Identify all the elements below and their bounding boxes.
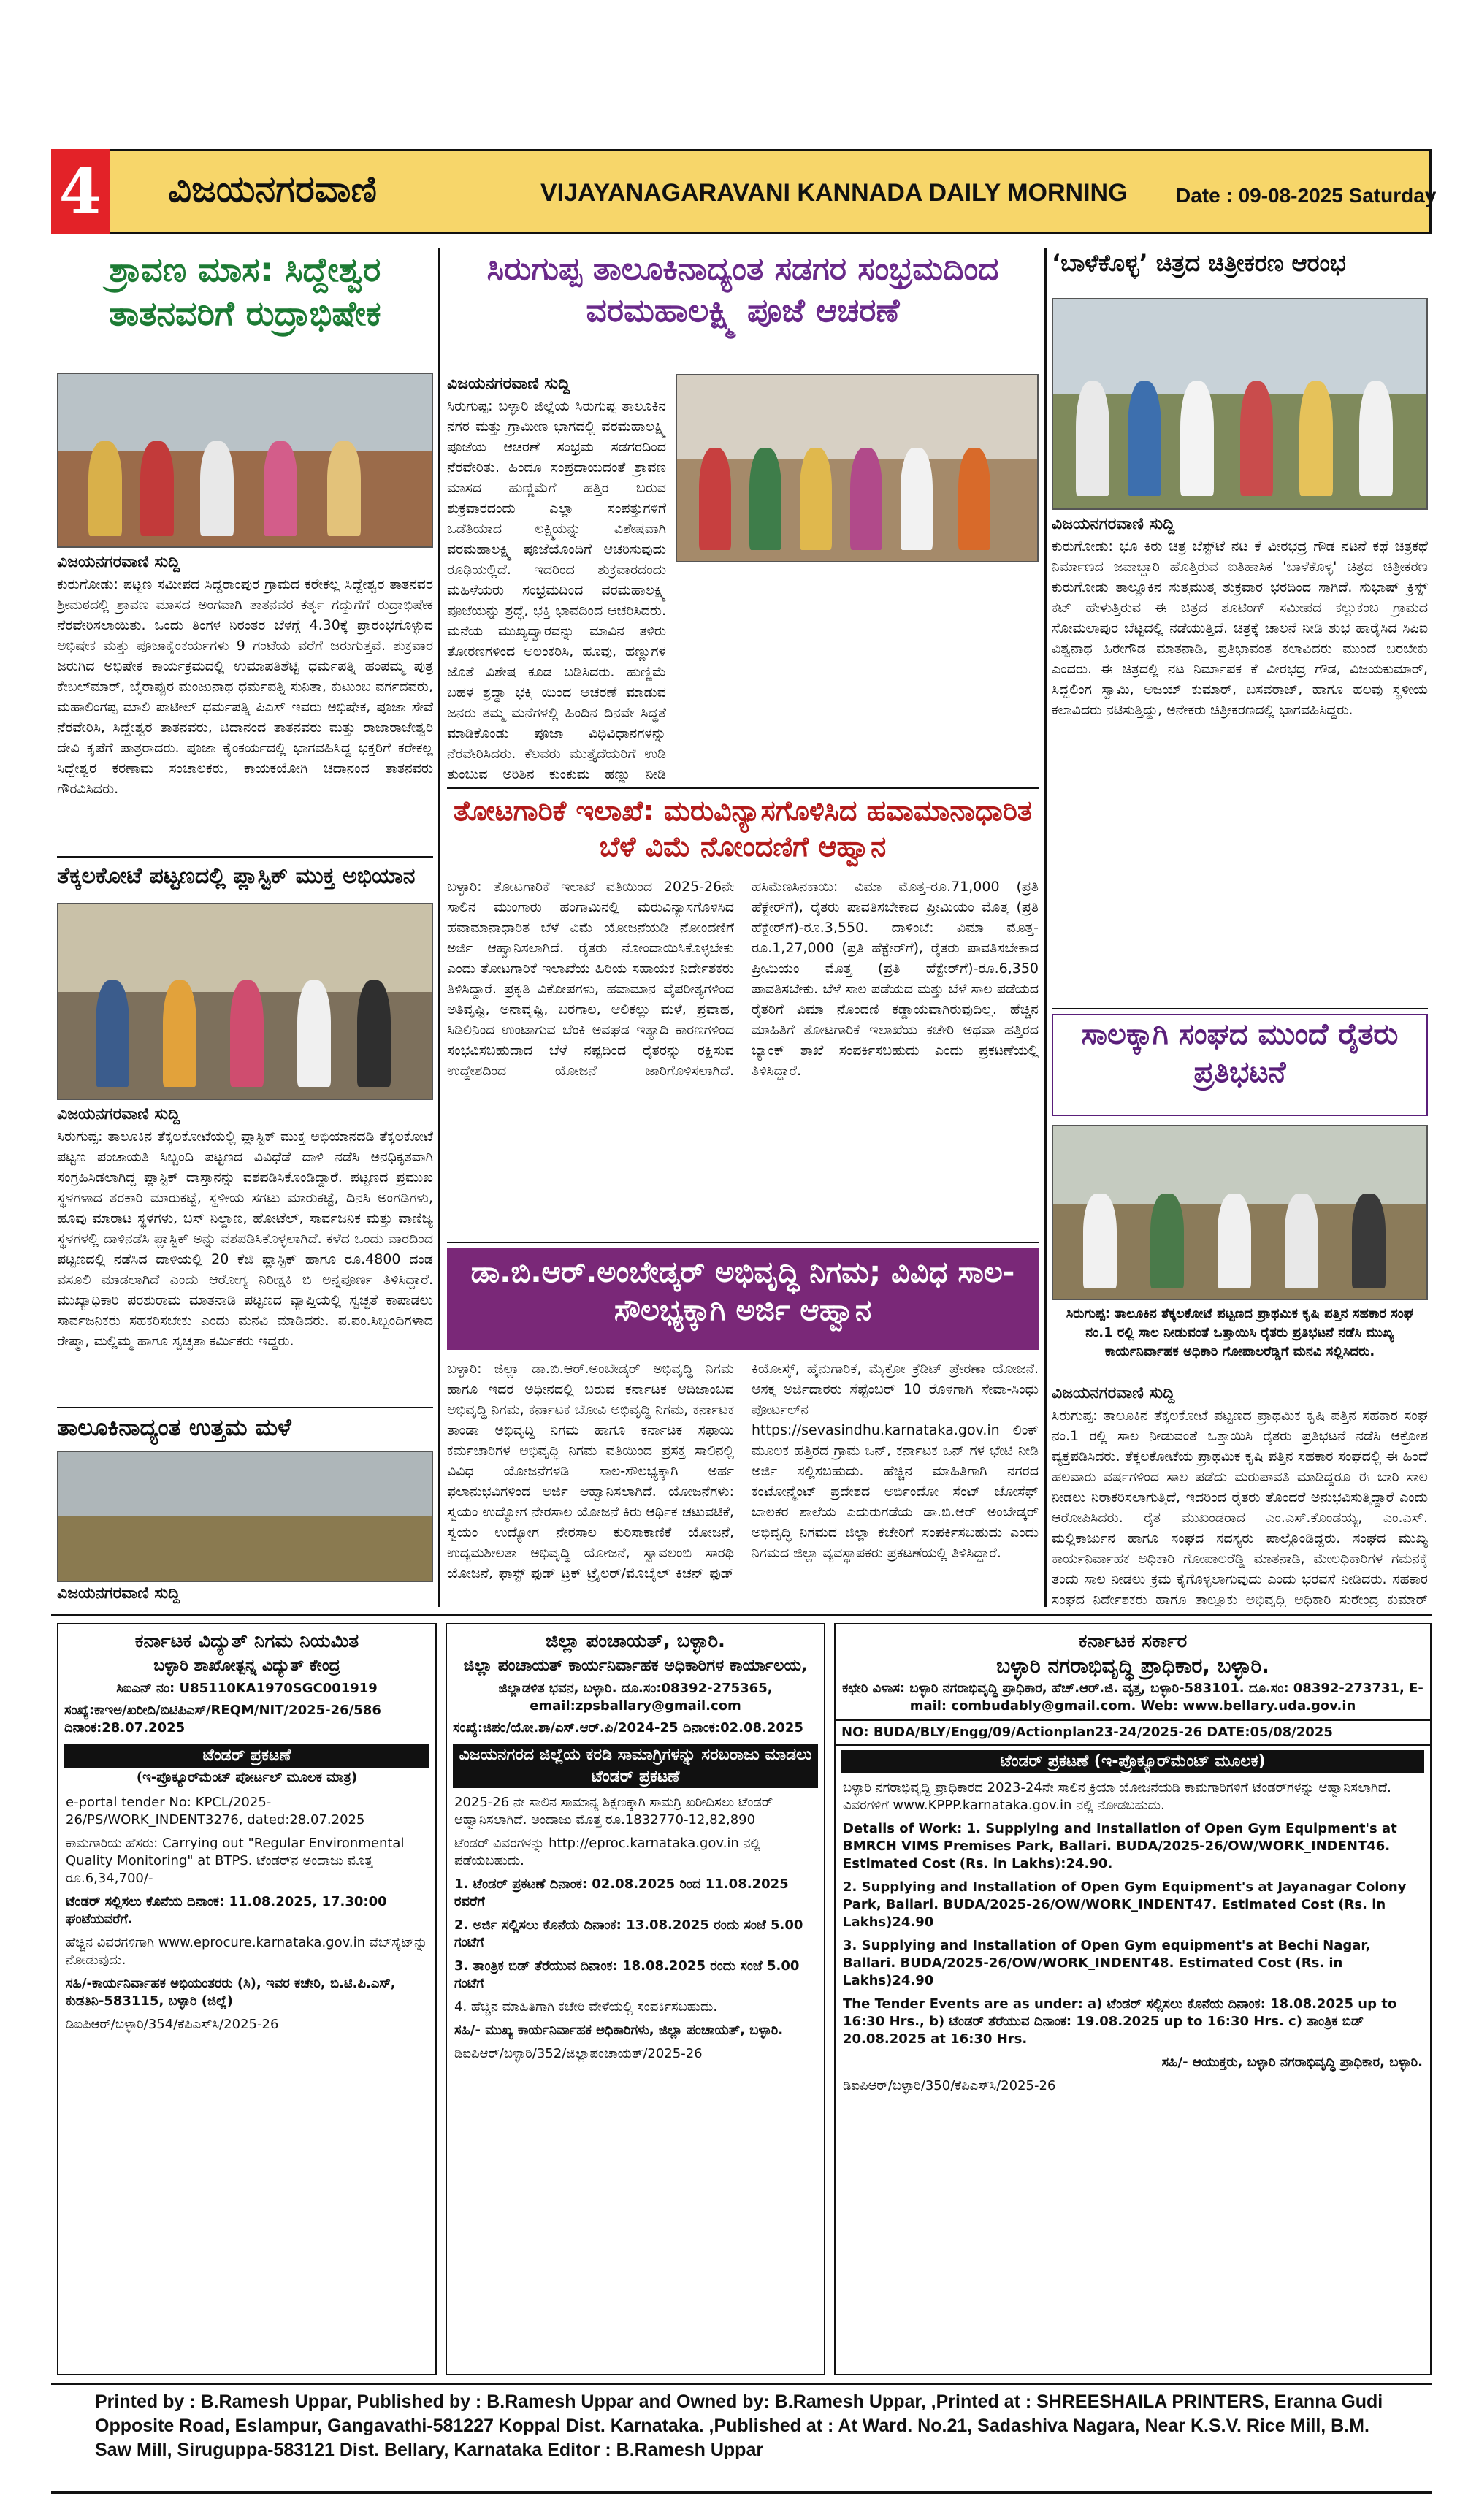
ad-line: 2025-26 ನೇ ಸಾಲಿನ ಸಾಮಾನ್ಯ ಶಿಕ್ಷಣಕ್ಕಾಗಿ ಸಾಮಗ್ರಿ ಖರೀದಿಸಲು ಟೆಂಡರ್ ಆಹ್ವಾನಿಸಲಾಗಿದೆ. ಅಂದಾಜು ಮೊತ್ತ ರೂ.1832770-12,82,890: [454, 1795, 773, 1828]
article-body: ಸಿರುಗುಪ್ಪ: ತಾಲೂಕಿನ ತೆಕ್ಕಲಕೋಟೆ ಪಟ್ಟಣದ ಪ್ರಾಥಮಿಕ ಕೃಷಿ ಪತ್ತಿನ ಸಹಕಾರ ಸಂಘ ನಂ.1 ರಲ್ಲಿ ಸಾಲ ನೀಡುವಂತೆ ಒತ್ತಾಯಿಸಿ ರೈತರು ಪ್ರತಿಭಟನೆ ನಡೆಸಿ ಆಕ್ರೋಶ ವ್ಯಕ್ತಪಡಿಸಿದರು. ತೆಕ್ಕಲಕೋಟೆಯ ಪ್ರಾಥಮಿಕ ಕೃಷಿ ಪತ್ತಿನ ಸಹಕಾರ ಸಂಘದಲ್ಲಿ ಈ ಹಿಂದೆ ಹಲವಾರು ವರ್ಷಗಳಿಂದ ಸಾಲ ಪಡೆದು ಮರುಪಾವತಿ ಮಾಡಿದ್ದರೂ ಈ ಬಾರಿ ಸಾಲ ನೀಡಲು ನಿರಾಕರಿಸಲಾಗುತ್ತಿದೆ, ಇದರಿಂದ ರೈತರು ತೊಂದರೆ ಅನುಭವಿಸುತ್ತಿದ್ದಾರೆ ಎಂದು ಆರೋಪಿಸಿದರು. ರೈತ ಮುಖಂಡರಾದ ಎಂ.ಎಸ್.ಕೊಂಡಯ್ಯ, ಎಂ.ಎಸ್. ಮಲ್ಲಿಕಾರ್ಜುನ ಹಾಗೂ ಸಂಘದ ಸದಸ್ಯರು ಪಾಲ್ಗೊಂಡಿದ್ದರು. ಸಂಘದ ಮುಖ್ಯ ಕಾರ್ಯನಿರ್ವಾಹಕ ಅಧಿಕಾರಿ ಗೋಪಾಲರೆಡ್ಡಿ ಮಾತನಾಡಿ, ಮೇಲಧಿಕಾರಿಗಳ ಗಮನಕ್ಕೆ ತಂದು ಸಾಲ ನೀಡಲು ಕ್ರಮ ಕೈಗೊಳ್ಳಲಾಗುವುದು ಎಂದು ಭರವಸೆ ನೀಡಿದರು. ಸಹಕಾರ ಸಂಘದ ನಿರ್ದೇಶಕರು ಹಾಗೂ ತಾಲ್ಲೂಕು ಅಭಿವೃದ್ಧಿ ಅಧಿಕಾರಿ ಸುರೇಂದ್ರ ಕುಮಾರ್: [1052, 1408, 1428, 1607]
article-headline: ಡಾ.ಬಿ.ಆರ್.ಅಂಬೇಡ್ಕರ್ ಅಭಿವೃದ್ಧಿ ನಿಗಮ; ವಿವಿಧ ಸಾಲ-ಸೌಲಭ್ಯಕ್ಕಾಗಿ ಅರ್ಜಿ ಆಹ್ವಾನ: [447, 1248, 1039, 1350]
article-body: ಬಳ್ಳಾರಿ: ತೋಟಗಾರಿಕೆ ಇಲಾಖೆ ವತಿಯಿಂದ 2025-26ನೇ ಸಾಲಿನ ಮುಂಗಾರು ಹಂಗಾಮಿನಲ್ಲಿ ಮರುವಿನ್ಯಾಸಗೊಳಿಸಿದ ಹವಾಮಾನಾಧಾರಿತ ಬೆಳೆ ವಿಮೆ ಯೋಜನೆಯಡಿ ನೋಂದಣಿಗೆ ಅರ್ಜಿ ಆಹ್ವಾನಿಸಲಾಗಿದೆ. ರೈತರು ನೋಂದಾಯಿಸಿಕೊಳ್ಳಬೇಕು ಎಂದು ತೋಟಗಾರಿಕೆ ಇಲಾಖೆಯ ಹಿರಿಯ ಸಹಾಯಕ ನಿರ್ದೇಶಕರು ತಿಳಿಸಿದ್ದಾರೆ. ಪ್ರಕೃತಿ ವಿಕೋಪಗಳು, ಹವಾಮಾನ ವೈಪರೀತ್ಯಗಳಿಂದ ಅತಿವೃಷ್ಟಿ, ಅನಾವೃಷ್ಟಿ, ಬರಗಾಲ, ಆಲಿಕಲ್ಲು ಮಳೆ, ಪ್ರವಾಹ, ಸಿಡಿಲಿನಿಂದ ಉಂಟಾಗುವ ಬೆಂಕಿ ಅವಘಡ ಇತ್ಯಾದಿ ಕಾರಣಗಳಿಂದ ಸಂಭವಿಸಬಹುದಾದ ಬೆಳೆ ನಷ್ಟದಿಂದ ರೈತರನ್ನು ರಕ್ಷಿಸುವ ಉದ್ದೇಶದಿಂದ ಯೋಜನೆ ಜಾರಿಗೊಳಿಸಲಾಗಿದೆ. ಹಸಿಮೆಣಸಿನಕಾಯಿ: ವಿಮಾ ಮೊತ್ತ-ರೂ.71,000 (ಪ್ರತಿ ಹೆಕ್ಟೇರ್‌ಗೆ), ರೈತರು ಪಾವತಿಸಬೇಕಾದ ಪ್ರೀಮಿಯಂ ಮೊತ್ತ (ಪ್ರತಿ ಹೆಕ್ಟೇರ್‌ಗೆ)-ರೂ.3,550. ದಾಳಿಂಬೆ: ವಿಮಾ ಮೊತ್ತ-ರೂ.1,27,000 (ಪ್ರತಿ ಹೆಕ್ಟೇರ್‌ಗೆ), ರೈತರು ಪಾವತಿಸಬೇಕಾದ ಪ್ರೀಮಿಯಂ ಮೊತ್ತ (ಪ್ರತಿ ಹೆಕ್ಟೇರ್‌ಗೆ)-ರೂ.6,350 ಪಾವತಿಸಬೇಕು. ಬೆಳೆ ಸಾಲ ಪಡೆಯದ ಮತ್ತು ಬೆಳೆ ಸಾಲ ಪಡೆಯದ ರೈತರಿಗೆ ವಿಮಾ ನೊಂದಣಿ ಕಡ್ಡಾಯವಾಗಿರುವುದಿಲ್ಲ. ಹೆಚ್ಚಿನ ಮಾಹಿತಿಗೆ ತೋಟಗಾರಿಕೆ ಇಲಾಖೆಯ ಕಚೇರಿ ಅಥವಾ ಹತ್ತಿರದ ಬ್ಯಾಂಕ್ ಶಾಖೆ ಸಂಪರ್ಕಿಸಬಹುದು ಎಂದು ಪ್ರಕಟಣೆಯಲ್ಲಿ ತಿಳಿಸಿದ್ದಾರೆ.: [447, 879, 1039, 1079]
article-credit: ವಿಜಯನಗರವಾಣಿ ಸುದ್ದಿ: [57, 553, 180, 571]
ad-line: ಕಾಮಗಾರಿಯ ಹೆಸರು: Carrying out "Regular Environmental Quality Monitoring" at BTPS. ಟೆಂಡರ್‌ನ ಅಂದಾಜು ಮೊತ್ತ ರೂ.6,34,700/-: [66, 1836, 405, 1886]
ad-sub: ಬಳ್ಳಾರಿ ಶಾಖೋತ್ಪನ್ನ ವಿದ್ಯುತ್ ಕೇಂದ್ರ: [153, 1657, 340, 1675]
ad-line: ಟೆಂಡರ್ ವಿವರಗಳನ್ನು http://eproc.karnataka.gov.in ನಲ್ಲಿ ಪಡೆಯಬಹುದು.: [454, 1836, 761, 1868]
ad-sub: ಜಿಲ್ಲಾ ಪಂಚಾಯತ್ ಕಾರ್ಯನಿರ್ವಾಹಕ ಅಧಿಕಾರಿಗಳ ಕಾರ್ಯಾಲಯ,: [463, 1657, 808, 1675]
ad-line: 3. ತಾಂತ್ರಿಕ ಬಿಡ್ ತೆರೆಯುವ ದಿನಾಂಕ: 18.08.2025 ರಂದು ಸಂಜೆ 5.00 ಗಂಟೆಗೆ: [454, 1958, 800, 1991]
tender-ad: [57, 1623, 437, 2375]
print-imprint: Printed by : B.Ramesh Uppar, Published by : B.Ramesh Uppar and Owned by: B.Ramesh Uppar, ,Printed at : SHREESHAILA PRINTERS, Eranna Gudi Opposite Road, Eslampur, Gangavathi-581227 Koppal Dist. Karnataka. ,Published at : At Ward. No.21, Sadashiva Nagara, Near K.S.V. Rice Mill, B.M. Saw Mill, Siruguppa-583121 Dist. Bellary, Karnataka Editor : B.Ramesh Uppar: [95, 2391, 1383, 2460]
article-divider: [447, 787, 1039, 789]
bottom-rule: [51, 2491, 1432, 2494]
article-headline: ಸಾಲಕ್ಕಾಗಿ ಸಂಘದ ಮುಂದೆ ರೈತರು ಪ್ರತಿಭಟನೆ: [1052, 1014, 1428, 1116]
tender-ad: [834, 1623, 1432, 2375]
article-body: ಸಿರುಗುಪ್ಪ: ತಾಲೂಕಿನ ತೆಕ್ಕಲಕೋಟೆಯಲ್ಲಿ ಪ್ಲಾಸ್ಟಿಕ್ ಮುಕ್ತ ಅಭಿಯಾನದಡಿ ತೆಕ್ಕಲಕೋಟೆ ಪಟ್ಟಣ ಪಂಚಾಯತಿ ಸಿಬ್ಬಂದಿ ಪಟ್ಟಣದ ವಿವಿಧೆಡೆ ದಾಳಿ ನಡೆಸಿ ಅನಧಿಕೃತವಾಗಿ ಸಂಗ್ರಹಿಸಿಡಲಾಗಿದ್ದ ಪ್ಲಾಸ್ಟಿಕ್ ದಾಸ್ತಾನನ್ನು ವಶಪಡಿಸಿಕೊಂಡಿದ್ದಾರೆ. ಪಟ್ಟಣದ ಪ್ರಮುಖ ಸ್ಥಳಗಳಾದ ತರಕಾರಿ ಮಾರುಕಟ್ಟೆ, ಸ್ಥಳೀಯ ಸಗಟು ಮಾರುಕಟ್ಟೆ, ದಿನಸಿ ಅಂಗಡಿಗಳು, ಹೂವು ಮಾರಾಟ ಸ್ಥಳಗಳು, ಬಸ್ ನಿಲ್ದಾಣ, ಹೋಟೆಲ್, ಸಾರ್ವಜನಿಕ ಮತ್ತು ವಾಣಿಜ್ಯ ಸ್ಥಳಗಳಲ್ಲಿ ದಾಳಿನಡೆಸಿ ಪ್ಲಾಸ್ಟಿಕ್ ಅನ್ನು ವಶಪಡಿಸಿಕೊಳ್ಳಲಾಗಿದೆ. ಕಳೆದ ಒಂದು ವಾರದಿಂದ ಪಟ್ಟಣದಲ್ಲಿ ನಡೆಸಿದ ದಾಳಿಯಲ್ಲಿ 20 ಕೆಜಿ ಪ್ಲಾಸ್ಟಿಕ್ ಹಾಗೂ ರೂ.4800 ದಂಡ ವಸೂಲಿ ಮಾಡಲಾಗಿದೆ ಎಂದು ಆರೋಗ್ಯ ನಿರೀಕ್ಷಕಿ ಬಿ ಅನ್ನಪೂರ್ಣ ತಿಳಿಸಿದ್ದಾರೆ. ಮುಖ್ಯಾಧಿಕಾರಿ ಪರಶುರಾಮ ಮಾತನಾಡಿ ಪಟ್ಟಣದ ವ್ಯಾಪ್ತಿಯಲ್ಲಿ ಸ್ವಚ್ಛತೆ ಕಾಪಾಡಲು ಸಾರ್ವಜನಿಕರು ಸಹಕರಿಸಬೇಕು ಎಂದು ಮನವಿ ಮಾಡಿದರು. ಪ.ಪಂ.ಸಿಬ್ಬಂದಿಗಳಾದ ರೇಷ್ಮಾ, ಮಲ್ಲಿಮ್ಮ ಹಾಗೂ ಸ್ವಚ್ಛತಾ ಕರ್ಮಿಕರು ಇದ್ದರು.: [57, 1129, 433, 1349]
article-credit: ವಿಜಯನಗರವಾಣಿ ಸುದ್ದಿ: [57, 1105, 180, 1123]
ad-line: ಸಹಿ/- ಆಯುಕ್ತರು, ಬಳ್ಳಾರಿ ನಗರಾಭಿವೃದ್ಧಿ ಪ್ರಾಧಿಕಾರ, ಬಳ್ಳಾರಿ.: [1161, 2055, 1423, 2070]
article-photo: [1052, 1125, 1428, 1300]
ad-cin: ಜಿಲ್ಲಾಡಳಿತ ಭವನ, ಬಳ್ಳಾರಿ. ದೂ.ಸಂ:08392-275365, email:zpsballary@gmail.com: [498, 1681, 773, 1714]
ad-org: ಕರ್ನಾಟಕ ವಿದ್ಯುತ್ ನಿಗಮ ನಿಯಮಿತ: [134, 1630, 359, 1652]
article-credit: ವಿಜಯನಗರವಾಣಿ ಸುದ್ದಿ: [57, 1584, 180, 1603]
ad-ref: ಸಂಖ್ಯೆ:ಕಾಇಅ/ಖರೀದಿ/ಬಿಟಿಪಿಎಸ್/REQM/NIT/2025-26/586 ದಿನಾಂಕ:28.07.2025: [64, 1703, 381, 1736]
article-credit: ವಿಜಯನಗರವಾಣಿ ಸುದ್ದಿ: [1052, 1384, 1175, 1402]
ad-line: ಹೆಚ್ಚಿನ ವಿವರಗಳಿಗಾಗಿ www.eprocure.karnataka.gov.in ವೆಬ್‌ಸೈಟ್‌ನ್ನು ನೋಡುವುದು.: [66, 1935, 428, 1968]
article-headline: ‘ಬಾಳೆಕೊಳ್ಳ’ ಚಿತ್ರದ ಚಿತ್ರೀಕರಣ ಆರಂಭ: [1052, 249, 1346, 277]
article-headline: ಸಿರುಗುಪ್ಪ ತಾಲೂಕಿನಾದ್ಯಂತ ಸಡಗರ ಸಂಭ್ರಮದಿಂದ ವರಮಹಾಲಕ್ಷ್ಮಿ ಪೂಜೆ ಆಚರಣೆ: [486, 251, 999, 330]
newspaper-title-kannada: ವಿಜಯನಗರವಾಣಿ: [168, 168, 377, 210]
ad-line: 4. ಹೆಚ್ಚಿನ ಮಾಹಿತಿಗಾಗಿ ಕಚೇರಿ ವೇಳೆಯಲ್ಲಿ ಸಂಪರ್ಕಿಸಬಹುದು.: [454, 1999, 718, 2015]
ad-line: ಡಿಐಪಿಆರ್/ಬಳ್ಳಾರಿ/350/ಕೆಪಿಎಸ್‌ಸಿ/2025-26: [843, 2078, 1056, 2093]
tender-ad: [446, 1623, 825, 2375]
ad-line: ಡಿಐಪಿಆರ್/ಬಳ್ಳಾರಿ/352/ಜಿಲ್ಲಾಪಂಚಾಯತ್/2025-26: [454, 2046, 703, 2061]
ad-line: e-portal tender No: KPCL/2025-26/PS/WORK_INDENT3276, dated:28.07.2025: [66, 1795, 365, 1828]
article-headline: ತಾಲೂಕಿನಾದ್ಯಂತ ಉತ್ತಮ ಮಳೆ: [57, 1413, 291, 1441]
column-divider: [438, 248, 440, 1607]
newspaper-title-english: VIJAYANAGARAVANI KANNADA DAILY MORNING: [540, 179, 1128, 207]
issue-date: Date : 09-08-2025 Saturday: [1176, 184, 1437, 207]
ad-line: 2. Supplying and Installation of Open Gym Equipment's at Jayanagar Colony Park, Ballari. BUDA/2025-26/OW/WORK_INDENT47. Estimated Cost (Rs. in Lakhs)24.90: [843, 1879, 1407, 1930]
ad-org: ಕರ್ನಾಟಕ ಸರ್ಕಾರ: [1078, 1630, 1188, 1652]
article-body: ಕುರುಗೋಡು: ಪಟ್ಟಣ ಸಮೀಪದ ಸಿದ್ದರಾಂಪುರ ಗ್ರಾಮದ ಕರೇಕಲ್ಲ ಸಿದ್ದೇಶ್ವರ ತಾತನವರ ಶ್ರೀಮಠದಲ್ಲಿ ಶ್ರಾವಣ ಮಾಸದ ಅಂಗವಾಗಿ ತಾತನವರ ಕರ್ತೃ ಗದ್ದುಗೆಗೆ ರುದ್ರಾಭಿಷೇಕ ನೆರವೇರಿಸಲಾಯಿತು. ಒಂದು ತಿಂಗಳ ನಿರಂತರ ಬೆಳಗ್ಗೆ 4.30ಕ್ಕೆ ಪ್ರಾರಂಭಗೊಳ್ಳುವ ಅಭಿಷೇಕ ಮತ್ತು ಪೂಜಾಕೈಂಕರ್ಯಗಳು 9 ಗಂಟೆಯ ವರೆಗೆ ಜರುಗುತ್ತವೆ. ಶುಕ್ರವಾರ ಜರುಗಿದ ಅಭಿಷೇಕ ಕಾರ್ಯಕ್ರಮದಲ್ಲಿ ಉಮಾಪತಿಶೆಟ್ಟಿ ಧರ್ಮಪತ್ನಿ ಹಂಪಮ್ಮ ಪುತ್ರ ಕೇಬಲ್‌ಮಾರ್, ಬೈರಾಪ್ಪುರ ಮಂಜುನಾಥ ಧರ್ಮಪತ್ನಿ ಸುನಿತಾ, ಕುಟುಂಬ ವರ್ಗದವರು, ಮಹಾಲಿಂಗಪ್ಪ ಮಾಲಿ ಪಾಟೀಲ್ ಧರ್ಮಪತ್ನಿ ಪಿಎಸ್ ಇವರು ಅಭಿಷೇಕ, ಪೂಜಾ ಸೇವೆ ನೆರವೇರಿಸಿ, ಸಿದ್ದೇಶ್ವರ ತಾತನವರು, ಚಿದಾನಂದ ತಾತನವರು ಮತ್ತು ರಾಜಾರಾಜೇಶ್ವರಿ ದೇವಿ ಕೃಪೆಗೆ ಪಾತ್ರರಾದರು. ಪೂಜಾ ಕೈಂಕರ್ಯದಲ್ಲಿ ಭಾಗವಹಿಸಿದ್ದ ಭಕ್ತರಿಗೆ ಕರೇಕಲ್ಲ ಸಿದ್ದೇಶ್ವರ ಕರಣಾಮ ಸಂಚಾಲಕರು, ಕಾಯಕಯೋಗಿ ಚಿದಾನಂದ ತಾತನವರು ಗೌರವಿಸಿದರು.: [57, 576, 433, 797]
article-body: ಕುರುಗೋಡು: ಭೂ ಕಿರು ಚಿತ್ರ ಬೆಸ್ಟ್‌ಟೆ ನಟ ಕೆ ವೀರಭದ್ರ ಗೌಡ ನಟನೆ ಕಥೆ ಚಿತ್ರಕಥೆ ನಿರ್ಮಾಣದ ಜವಾಬ್ದಾರಿ ಹೊತ್ತಿರುವ ಐತಿಹಾಸಿಕ 'ಬಾಳೆಕೊಳ್ಳ' ಚಿತ್ರದ ಚಿತ್ರೀಕರಣ ಕುರುಗೋಡು ತಾಲ್ಲೂಕಿನ ಸುತ್ತಮುತ್ತ ಶುಕ್ರವಾರ ಭರದಿಂದ ಸಾಗಿದೆ. ಸುಭಾಷ್ ಕ್ರಿಸ್ನ್ ಕಟ್ ಹೇಳುತ್ತಿರುವ ಈ ಚಿತ್ರದ ಶೂಟಿಂಗ್ ಸಮೀಪದ ಕಲ್ಲುಕಂಬ ಗ್ರಾಮದ ಸೋಮಲಾಪುರ ಬೆಟ್ಟದಲ್ಲಿ ನಡೆಯುತ್ತಿದೆ. ಚಿತ್ರಕ್ಕೆ ಚಾಲನೆ ನೀಡಿ ಶುಭ ಹಾರೈಸಿದ ಸಿಪಿಐ ವಿಶ್ವನಾಥ ಹಿರೇಗೌಡ ಮಾತನಾಡಿ, ಪ್ರತಿಭಾವಂತ ಕಲಾವಿದರು ಮುಂದೆ ಬರಬೇಕು ಎಂದರು. ಈ ಚಿತ್ರದಲ್ಲಿ ನಟ ನಿರ್ಮಾಪಕ ಕೆ ವೀರಭದ್ರ ಗೌಡ, ವಿಜಯಕುಮಾರ್, ಸಿದ್ದಲಿಂಗ ಸ್ವಾಮಿ, ಅಜಯ್ ಕುಮಾರ್, ಬಸವರಾಜ್, ಹಾಗೂ ಹಲವು ಸ್ಥಳೀಯ ಕಲಾವಿದರು ನಟಿಸುತ್ತಿದ್ದು, ಅನೇಕರು ಚಿತ್ರೀಕರಣದಲ್ಲಿ ಭಾಗವಹಿಸಿದ್ದರು.: [1052, 538, 1428, 718]
photo-caption: ಸಿರುಗುಪ್ಪ: ತಾಲೂಕಿನ ತೆಕ್ಕಲಕೋಟೆ ಪಟ್ಟಣದ ಪ್ರಾಥಮಿಕ ಕೃಷಿ ಪತ್ತಿನ ಸಹಕಾರ ಸಂಘ ನಂ.1 ರಲ್ಲಿ ಸಾಲ ನೀಡುವಂತೆ ಒತ್ತಾಯಿಸಿ ರೈತರು ಪ್ರತಿಭಟನೆ ನಡೆಸಿ ಮುಖ್ಯ ಕಾರ್ಯನಿರ್ವಾಹಕ ಅಧಿಕಾರಿ ಗೋಪಾಲರೆಡ್ಡಿಗೆ ಮನವಿ ಸಲ್ಲಿಸಿದರು.: [1066, 1306, 1414, 1359]
article-divider: [447, 1242, 1039, 1243]
ad-sub: ಬಳ್ಳಾರಿ ನಗರಾಭಿವೃದ್ಧಿ ಪ್ರಾಧಿಕಾರ, ಬಳ್ಳಾರಿ.: [996, 1654, 1269, 1678]
article-photo: [57, 903, 433, 1100]
article-photo: [676, 374, 1039, 562]
ad-line: Details of Work: 1. Supplying and Installation of Open Gym Equipment's at BMRCH VIMS Premises Park, Ballari. BUDA/2025-26/OW/WORK_INDENT46. Estimated Cost (Rs. in Lakhs):24.90.: [843, 1821, 1397, 1871]
ad-line: ಟೆಂಡರ್ ಸಲ್ಲಿಸಲು ಕೊನೆಯ ದಿನಾಂಕ: 11.08.2025, 17.30:00 ಘಂಟೆಯವರೆಗೆ.: [66, 1894, 387, 1927]
ad-line: ಡಿಐಪಿಆರ್/ಬಳ್ಳಾರಿ/354/ಕೆಪಿಎಸ್‌ಸಿ/2025-26: [66, 2017, 279, 2032]
article-credit: ವಿಜಯನಗರವಾಣಿ ಸುದ್ದಿ: [447, 375, 570, 393]
article-body: ಬಳ್ಳಾರಿ: ಜಿಲ್ಲಾ ಡಾ.ಬಿ.ಆರ್.ಅಂಬೇಡ್ಕರ್ ಅಭಿವೃದ್ಧಿ ನಿಗಮ ಹಾಗೂ ಇದರ ಅಧೀನದಲ್ಲಿ ಬರುವ ಕರ್ನಾಟಕ ಆದಿಜಾಂಬವ ಅಭಿವೃದ್ಧಿ ನಿಗಮ, ಕರ್ನಾಟಕ ಬೋವಿ ಅಭಿವೃದ್ಧಿ ನಿಗಮ, ಕರ್ನಾಟಕ ತಾಂಡಾ ಅಭಿವೃದ್ಧಿ ನಿಗಮ ಹಾಗೂ ಕರ್ನಾಟಕ ಸಫಾಯಿ ಕರ್ಮಚಾರಿಗಳ ಅಭಿವೃದ್ಧಿ ನಿಗಮ ವತಿಯಿಂದ ಪ್ರಸಕ್ತ ಸಾಲಿನಲ್ಲಿ ವಿವಿಧ ಯೋಜನೆಗಳಡಿ ಸಾಲ-ಸೌಲಭ್ಯಕ್ಕಾಗಿ ಅರ್ಹ ಫಲಾನುಭವಿಗಳಿಂದ ಅರ್ಜಿ ಆಹ್ವಾನಿಸಲಾಗಿದೆ. ಯೋಜನೆಗಳು: ಸ್ವಯಂ ಉದ್ಯೋಗ ನೇರಸಾಲ ಯೋಜನೆ ಕಿರು ಆರ್ಥಿಕ ಚಟುವಟಿಕೆ, ಸ್ವಯಂ ಉದ್ಯೋಗ ನೇರಸಾಲ ಕುರಿಸಾಕಾಣಿಕೆ ಯೋಜನೆ, ಉದ್ಯಮಶೀಲತಾ ಅಭಿವೃದ್ಧಿ ಯೋಜನೆ, ಸ್ವಾವಲಂಬಿ ಸಾರಥಿ ಯೋಜನೆ, ಫಾಸ್ಟ್ ಫುಡ್ ಟ್ರಕ್ ಟ್ರೈಲರ್/ಮೊಬೈಲ್ ಕಿಚನ್ ಫುಡ್ ಕಿಯೋಸ್ಕ್, ಹೈನುಗಾರಿಕೆ, ಮೈಕ್ರೋ ಕ್ರೆಡಿಟ್ ಪ್ರೇರಣಾ ಯೋಜನೆ. ಆಸಕ್ತ ಅರ್ಜಿದಾರರು ಸೆಪ್ಟೆಂಬರ್ 10 ರೊಳಗಾಗಿ ಸೇವಾ-ಸಿಂಧು ಪೋರ್ಟಲ್‌ನ https://sevasindhu.karnataka.gov.in ಲಿಂಕ್ ಮೂಲಕ ಹತ್ತಿರದ ಗ್ರಾಮ ಒನ್, ಕರ್ನಾಟಕ ಒನ್ ಗಳ ಭೇಟಿ ನೀಡಿ ಅರ್ಜಿ ಸಲ್ಲಿಸಬಹುದು. ಹೆಚ್ಚಿನ ಮಾಹಿತಿಗಾಗಿ ನಗರದ ಕಂಟೋನ್ಮೆಂಟ್ ಪ್ರದೇಶದ ಅರ್ಬಿಂದೋ ಸೆಂಟ್ ಜೋಸೆಫ್ ಬಾಲಕರ ಶಾಲೆಯ ಎದುರುಗಡೆಯ ಡಾ.ಬಿ.ಆರ್ ಅಂಬೇಡ್ಕರ್ ಅಭಿವೃದ್ಧಿ ನಿಗಮದ ಜಿಲ್ಲಾ ಕಚೇರಿಗೆ ಸಂಪರ್ಕಿಸಬಹುದು ಎಂದು ನಿಗಮದ ಜಿಲ್ಲಾ ವ್ಯವಸ್ಥಾಪಕರು ಪ್ರಕಟಣೆಯಲ್ಲಿ ತಿಳಿಸಿದ್ದಾರೆ.: [447, 1361, 1039, 1581]
ad-tender-bar: ಟೆಂಡರ್ ಪ್ರಕಟಣೆ (ಇ-ಪ್ರೊಕ್ಯೂರ್‌ಮೆಂಟ್ ಮೂಲಕ): [841, 1750, 1424, 1773]
article-body: ಸಿರುಗುಪ್ಪ: ಬಳ್ಳಾರಿ ಜಿಲ್ಲೆಯ ಸಿರುಗುಪ್ಪ ತಾಲೂಕಿನ ನಗರ ಮತ್ತು ಗ್ರಾಮೀಣ ಭಾಗದಲ್ಲಿ ವರಮಹಾಲಕ್ಷ್ಮಿ ಪೂಜೆಯ ಆಚರಣೆ ಸಂಭ್ರಮ ಸಡಗರದಿಂದ ನೆರವೇರಿತು. ಹಿಂದೂ ಸಂಪ್ರದಾಯದಂತೆ ಶ್ರಾವಣ ಮಾಸದ ಹುಣ್ಣಿಮೆಗೆ ಹತ್ತಿರ ಬರುವ ಶುಕ್ರವಾರದಂದು ಎಲ್ಲಾ ಸಂಪತ್ತುಗಳಿಗೆ ಒಡೆತಿಯಾದ ಲಕ್ಷ್ಮಿಯನ್ನು ವಿಶೇಷವಾಗಿ ವರಮಹಾಲಕ್ಷ್ಮಿ ಪೂಜೆಯೊಂದಿಗೆ ಆಚರಿಸುವುದು ರೂಢಿಯಲ್ಲಿದೆ. ಇದರಿಂದ ಶುಕ್ರವಾರದಂದು ಮಹಿಳೆಯರು ಸಂಭ್ರಮದಿಂದ ವರಮಹಾಲಕ್ಷ್ಮಿ ಪೂಜೆಯನ್ನು ಶ್ರದ್ಧೆ, ಭಕ್ತಿ ಭಾವದಿಂದ ಆಚರಿಸಿದರು. ಮನೆಯ ಮುಖ್ಯದ್ವಾರವನ್ನು ಮಾವಿನ ತಳಿರು ತೋರಣಗಳಿಂದ ಅಲಂಕರಿಸಿ, ಹೂವು, ಹಣ್ಣುಗಳ ಜೊತೆ ವಿಶೇಷ ಕೂಡ ಬಡಿಸಿದರು. ಹುಣ್ಣಿಮೆ ಬಹಳ ಶ್ರದ್ಧಾ ಭಕ್ತಿ ಯಿಂದ ಆಚರಣೆ ಮಾಡುವ ಜನರು ತಮ್ಮ ಮನೆಗಳಲ್ಲಿ ಹಿಂದಿನ ದಿನವೇ ಸಿದ್ಧತೆ ಮಾಡಿಕೊಂಡು ಪೂಜಾ ವಿಧಿವಿಧಾನಗಳನ್ನು ನೆರವೇರಿಸಿದರು. ಕೆಲವರು ಮುತ್ತೈದೆಯರಿಗೆ ಉಡಿ ತುಂಬುವ ಅರಿಶಿನ ಕುಂಕುಮ ಹಣ್ಣು ನೀಡಿ: [447, 398, 666, 782]
ad-tender-bar: ಟೆಂಡರ್ ಪ್ರಕಟಣೆ: [64, 1744, 429, 1768]
section-divider: [51, 1614, 1432, 1616]
ad-line: The Tender Events are as under: a) ಟೆಂಡರ್ ಸಲ್ಲಿಸಲು ಕೊನೆಯ ದಿನಾಂಕ: 18.08.2025 up to 16:30 Hrs., b) ಟೆಂಡರ್ ತೆರೆಯುವ ದಿನಾಂಕ: 19.08.2025 up to 16:30 Hrs. c) ತಾಂತ್ರಿಕ ಬಿಡ್ 20.08.2025 at 16:30 Hrs.: [843, 1996, 1397, 2047]
article-photo: [57, 1451, 433, 1582]
article-photo: [57, 373, 433, 548]
page-number: 4: [51, 149, 110, 234]
article-divider: [1052, 1008, 1428, 1009]
article-divider: [57, 856, 433, 858]
ad-line: 2. ಅರ್ಜಿ ಸಲ್ಲಿಸಲು ಕೊನೆಯ ದಿನಾಂಕ: 13.08.2025 ರಂದು ಸಂಜೆ 5.00 ಗಂಟೆಗೆ: [454, 1917, 803, 1950]
ad-org: ಜಿಲ್ಲಾ ಪಂಚಾಯತ್, ಬಳ್ಳಾರಿ.: [546, 1630, 725, 1652]
article-credit: ವಿಜಯನಗರವಾಣಿ ಸುದ್ದಿ: [1052, 515, 1175, 533]
ad-line: 1. ಟೆಂಡರ್ ಪ್ರಕಟಣೆ ದಿನಾಂಕ: 02.08.2025 ರಿಂದ 11.08.2025 ರವರೆಗೆ: [454, 1876, 789, 1909]
article-headline: ಶ್ರಾವಣ ಮಾಸ: ಸಿದ್ದೇಶ್ವರ ತಾತನವರಿಗೆ ರುದ್ರಾಭಿಷೇಕ: [109, 250, 381, 333]
article-photo: [1052, 298, 1428, 510]
ad-line: ಬಳ್ಳಾರಿ ನಗರಾಭಿವೃದ್ಧಿ ಪ್ರಾಧಿಕಾರದ 2023-24ನೇ ಸಾಲಿನ ಕ್ರಿಯಾ ಯೋಜನೆಯಡಿ ಕಾಮಗಾರಿಗಳಿಗೆ ಟೆಂಡರ್‌ಗಳನ್ನು ಆಹ್ವಾನಿಸಲಾಗಿದೆ. ವಿವರಗಳಿಗೆ www.KPPP.karnataka.gov.in ನಲ್ಲಿ ನೋಡಬಹುದು.: [843, 1780, 1391, 1813]
ad-tender-sub: (ಇ-ಪ್ರೊಕ್ಯೂರ್‌ಮೆಂಟ್ ಪೋರ್ಟಲ್ ಮೂಲಕ ಮಾತ್ರ): [136, 1770, 358, 1785]
ad-ref: NO: BUDA/BLY/Engg/09/Actionplan23-24/2025-26 DATE:05/08/2025: [836, 1719, 1430, 1746]
ad-ref: ಸಂಖ್ಯೆ:ಜಿಪಂ/ಯೋ.ಶಾ/ಎಸ್.ಆರ್.ಪಿ/2024-25 ದಿನಾಂಕ:02.08.2025: [453, 1720, 803, 1736]
ad-tender-bar: ವಿಜಯನಗರದ ಜಿಲ್ಲೆಯ ಕರಡಿ ಸಾಮಾಗ್ರಿಗಳನ್ನು ಸರಬರಾಜು ಮಾಡಲು ಟೆಂಡರ್ ಪ್ರಕಟಣೆ: [453, 1744, 818, 1788]
ad-cin: ಸಿಐಎನ್ ನಂ: U85110KA1970SGC001919: [116, 1681, 378, 1696]
footer-divider: [51, 2383, 1432, 2385]
ad-line: ಸಹಿ/-ಕಾರ್ಯನಿರ್ವಾಹಕ ಅಭಿಯಂತರರು (ಸಿ), ಇವರ ಕಚೇರಿ, ಬಿ.ಟಿ.ಪಿ.ಎಸ್, ಕುಡತಿನಿ-583115, ಬಳ್ಳಾರಿ (ಜಿಲ್ಲೆ): [66, 1976, 396, 2009]
article-headline: ತೋಟಗಾರಿಕೆ ಇಲಾಖೆ: ಮರುವಿನ್ಯಾಸಗೊಳಿಸಿದ ಹವಾಮಾನಾಧಾರಿತ ಬೆಳೆ ವಿಮೆ ನೋಂದಣಿಗೆ ಆಹ್ವಾನ: [453, 795, 1033, 863]
article-headline: ತೆಕ್ಕಲಕೋಟೆ ಪಟ್ಟಣದಲ್ಲಿ ಪ್ಲಾಸ್ಟಿಕ್ ಮುಕ್ತ ಅಭಿಯಾನ: [57, 863, 416, 889]
ad-line: ಸಹಿ/- ಮುಖ್ಯ ಕಾರ್ಯನಿರ್ವಾಹಕ ಅಧಿಕಾರಿಗಳು, ಜಿಲ್ಲಾ ಪಂಚಾಯತ್, ಬಳ್ಳಾರಿ.: [454, 2023, 784, 2038]
ad-cin: ಕಛೇರಿ ವಿಳಾಸ: ಬಳ್ಳಾರಿ ನಗರಾಭಿವೃದ್ಧಿ ಪ್ರಾಧಿಕಾರ, ಹೆಚ್.ಆರ್.ಜಿ. ವೃತ್ತ, ಬಳ್ಳಾರಿ-583101. ದೂ.ಸಂ: 08392-273731, E-mail: combudably@gmail.com. Web: www.bellary.uda.gov.in: [842, 1681, 1423, 1714]
column-divider: [1044, 248, 1047, 1607]
article-divider: [57, 1407, 433, 1408]
ad-line: 3. Supplying and Installation of Open Gym equipment's at Bechi Nagar, Ballari. BUDA/2025-26/OW/WORK_INDENT48. Estimated Cost (Rs. in Lakhs)24.90: [843, 1938, 1371, 1988]
